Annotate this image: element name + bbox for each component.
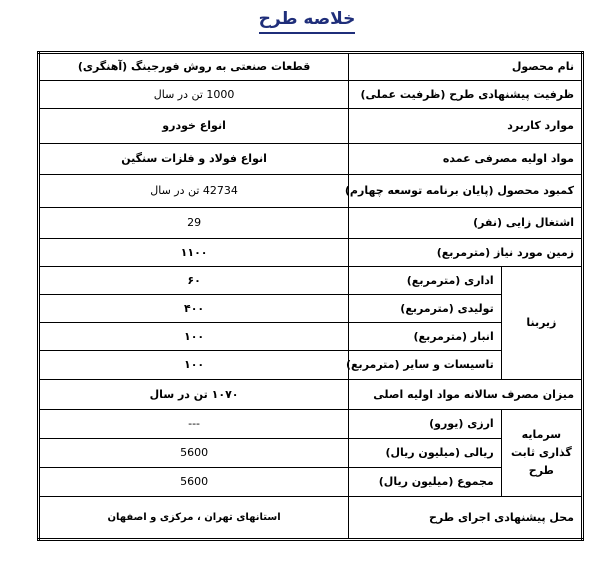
- sub-label-infrastructure-office: اداری (مترمربع): [349, 267, 502, 295]
- row-label-raw-materials: مواد اولیه مصرفی عمده: [349, 144, 583, 175]
- table-row: [39, 323, 583, 351]
- row-value-raw-materials: انواع فولاد و فلزات سنگین: [39, 144, 349, 175]
- table-row: [39, 239, 583, 267]
- sub-label-infrastructure-warehouse: انبار (مترمربع): [349, 323, 502, 351]
- sub-value-investment-foreign: ---: [39, 410, 349, 439]
- row-label-product-shortage: کمبود محصول (پایان برنامه توسعه چهارم): [349, 175, 583, 208]
- row-value-annual-raw-material: ۱۰۷۰ تن در سال: [39, 380, 349, 410]
- sub-label-infrastructure-facilities: تاسیسات و سایر (مترمربع): [349, 351, 502, 380]
- row-label-capacity: ظرفیت پیشنهادی طرح (ظرفیت عملی): [349, 81, 583, 109]
- row-value-employment: 29: [39, 208, 349, 239]
- sub-label-investment-rial: ریالی (میلیون ریال): [349, 439, 502, 468]
- table-row: [39, 351, 583, 380]
- table-row: [39, 208, 583, 239]
- row-label-annual-raw-material: میزان مصرف سالانه مواد اولیه اصلی: [349, 380, 583, 410]
- table-row: [39, 468, 583, 497]
- row-label-land: زمین مورد نیاز (مترمربع): [349, 239, 583, 267]
- row-value-location: استانهای تهران ، مرکزی و اصفهان: [39, 497, 349, 540]
- summary-table: [37, 51, 584, 541]
- sub-label-investment-total: مجموع (میلیون ریال): [349, 468, 502, 497]
- sub-label-investment-foreign: ارزی (یورو): [349, 410, 502, 439]
- row-label-product-name: نام محصول: [349, 53, 583, 81]
- row-label-employment: اشتغال زایی (نفر): [349, 208, 583, 239]
- table-row: [39, 295, 583, 323]
- row-value-product-shortage: 42734 تن در سال: [39, 175, 349, 208]
- sub-value-infrastructure-office: ۶۰: [39, 267, 349, 295]
- row-value-land: ۱۱۰۰: [39, 239, 349, 267]
- page-title: [0, 8, 614, 34]
- sub-value-infrastructure-warehouse: ۱۰۰: [39, 323, 349, 351]
- group-label-fixed-investment: سرمایه گذاری ثابت طرح: [501, 410, 582, 497]
- row-label-location: محل پیشنهادی اجرای طرح: [349, 497, 583, 540]
- row-label-applications: موارد کاربرد: [349, 109, 583, 144]
- table-row: [39, 175, 583, 208]
- group-label-infrastructure: زیربنا: [501, 267, 582, 380]
- table-row: [39, 410, 583, 439]
- row-value-applications: انواع خودرو: [39, 109, 349, 144]
- row-value-product-name: قطعات صنعتی به روش فورجینگ (آهنگری): [39, 53, 349, 81]
- sub-value-infrastructure-production: ۴۰۰: [39, 295, 349, 323]
- table-row: [39, 267, 583, 295]
- table-row: [39, 439, 583, 468]
- table-row: [39, 53, 583, 81]
- table-row: [39, 497, 583, 540]
- table-row: [39, 109, 583, 144]
- sub-value-investment-rial: 5600: [39, 439, 349, 468]
- sub-value-infrastructure-facilities: ۱۰۰: [39, 351, 349, 380]
- table-row: [39, 144, 583, 175]
- table-row: [39, 81, 583, 109]
- sub-label-infrastructure-production: تولیدی (مترمربع): [349, 295, 502, 323]
- sub-value-investment-total: 5600: [39, 468, 349, 497]
- row-value-capacity: 1000 تن در سال: [39, 81, 349, 109]
- page-title-text: خلاصه طرح: [259, 8, 356, 34]
- table-row: [39, 380, 583, 410]
